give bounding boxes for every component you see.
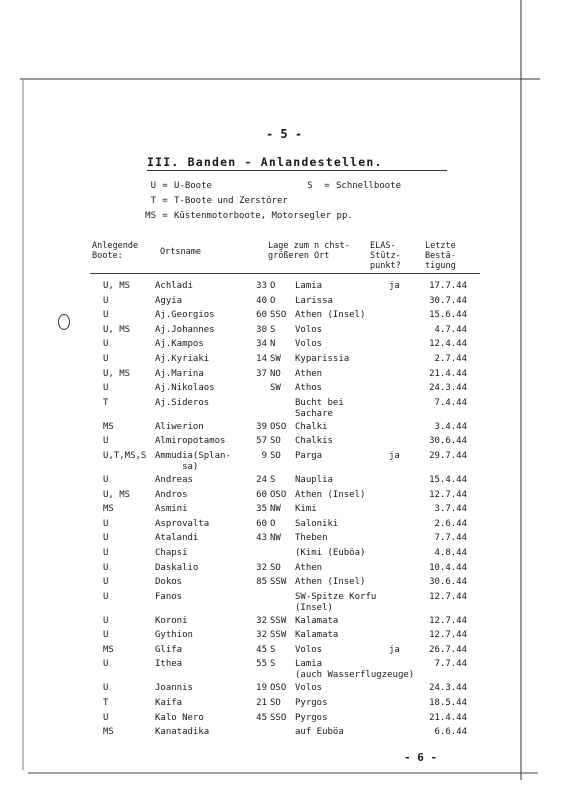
reference-town-cell: Athen (Insel) bbox=[295, 310, 366, 321]
table-row bbox=[0, 698, 568, 713]
place-cell: Almiropotamos bbox=[155, 436, 226, 447]
legend-row: U = U-Boote S = Schnellboote bbox=[120, 181, 401, 196]
place-cell: Kanatadika bbox=[155, 727, 210, 738]
table-row bbox=[0, 369, 568, 384]
reference-town-cell: Lamia (auch Wasserflugzeuge) bbox=[295, 659, 415, 681]
table-row bbox=[0, 563, 568, 578]
confirmation-date-cell: 7.7.44 bbox=[434, 533, 467, 544]
confirmation-date-cell: 30.6.44 bbox=[429, 577, 467, 588]
confirmation-date-cell: 26.7.44 bbox=[429, 644, 467, 655]
boats-cell: U, MS bbox=[103, 281, 131, 291]
table-row bbox=[0, 592, 568, 616]
boats-cell: T bbox=[103, 397, 109, 408]
legend-text: T-Boote und Zerstörer bbox=[174, 196, 288, 206]
next-page-marker: - 6 - bbox=[404, 751, 438, 764]
confirmation-date-cell: 29.7.44 bbox=[429, 450, 467, 461]
boats-cell: MS bbox=[103, 504, 114, 515]
direction-cell: OSO bbox=[270, 683, 287, 694]
table-row bbox=[0, 616, 568, 631]
direction-cell: S bbox=[270, 659, 276, 670]
confirmation-date-cell: 24.3.44 bbox=[429, 383, 467, 394]
distance-cell: 24 bbox=[256, 474, 267, 485]
table-row bbox=[0, 325, 568, 340]
confirmation-date-cell: 21.4.44 bbox=[429, 712, 467, 723]
direction-cell: SW bbox=[270, 383, 281, 394]
legend-row: T = T-Boote und Zerstörer bbox=[120, 196, 401, 211]
distance-cell: 32 bbox=[256, 630, 267, 641]
table-row bbox=[0, 519, 568, 534]
header-rule bbox=[90, 273, 480, 274]
table-row bbox=[0, 281, 568, 296]
title-underline bbox=[147, 170, 447, 171]
reference-town-cell: Athen bbox=[295, 562, 323, 573]
place-cell: Ammudia(Splan- sa) bbox=[155, 450, 231, 472]
direction-cell: O bbox=[270, 295, 276, 306]
boats-cell: U bbox=[103, 562, 109, 573]
legend-code: MS bbox=[145, 211, 156, 221]
reference-town-cell: auf Euböa bbox=[295, 727, 344, 738]
confirmation-date-cell: 12.7.44 bbox=[429, 615, 467, 626]
distance-cell: 21 bbox=[256, 698, 267, 709]
place-cell: Aliwerion bbox=[155, 421, 204, 432]
confirmation-date-cell: 3.7.44 bbox=[434, 504, 467, 515]
place-cell: Agyia bbox=[155, 295, 183, 306]
boats-cell: MS bbox=[103, 644, 114, 655]
reference-town-cell: Athos bbox=[295, 383, 323, 394]
direction-cell: OSO bbox=[270, 489, 287, 500]
direction-cell: S bbox=[270, 324, 276, 335]
reference-town-cell: Volos bbox=[295, 324, 323, 335]
direction-cell: NW bbox=[270, 533, 281, 544]
direction-cell: SW bbox=[270, 353, 281, 364]
confirmation-date-cell: 7.7.44 bbox=[434, 659, 467, 670]
confirmation-date-cell: 2.7.44 bbox=[434, 353, 467, 364]
reference-town-cell: Athen (Insel) bbox=[295, 577, 366, 588]
place-cell: Aj.Johannes bbox=[155, 324, 215, 335]
header-boats: Anlegende Boote: bbox=[92, 241, 139, 261]
direction-cell: N bbox=[270, 339, 276, 350]
place-cell: Aj.Sideros bbox=[155, 397, 210, 408]
scan-edge-bottom bbox=[28, 772, 538, 774]
distance-cell: 32 bbox=[256, 615, 267, 626]
legend-code: T bbox=[150, 196, 156, 206]
confirmation-date-cell: 24.3.44 bbox=[429, 683, 467, 694]
direction-cell: SO bbox=[270, 698, 281, 709]
boats-cell: U, MS bbox=[103, 368, 131, 379]
legend-row: MS = Küstenmotorboote, Motorsegler pp. bbox=[120, 211, 401, 226]
place-cell: Andreas bbox=[155, 474, 193, 485]
boats-cell: T bbox=[103, 698, 109, 709]
direction-cell: SSW bbox=[270, 577, 287, 588]
direction-cell: SSO bbox=[270, 310, 287, 321]
place-cell: Achladi bbox=[155, 281, 193, 291]
confirmation-date-cell: 6.6.44 bbox=[434, 727, 467, 738]
place-cell: Chapsi bbox=[155, 547, 188, 558]
table-row bbox=[0, 475, 568, 490]
distance-cell: 57 bbox=[256, 436, 267, 447]
reference-town-cell: (Kimi (Euböa) bbox=[295, 547, 366, 558]
boats-cell: U bbox=[103, 436, 109, 447]
boats-cell: U bbox=[103, 339, 109, 350]
confirmation-date-cell: 4.7.44 bbox=[434, 324, 467, 335]
reference-town-cell: Nauplia bbox=[295, 474, 333, 485]
distance-cell: 37 bbox=[256, 368, 267, 379]
confirmation-date-cell: 21.4.44 bbox=[429, 368, 467, 379]
direction-cell: OSO bbox=[270, 421, 287, 432]
confirmation-date-cell: 3.4.44 bbox=[434, 421, 467, 432]
header-location: Lage zum n chst- größeren Ort bbox=[268, 241, 350, 261]
table-row bbox=[0, 713, 568, 728]
confirmation-date-cell: 15.4.44 bbox=[429, 474, 467, 485]
legend-code: S bbox=[307, 181, 313, 191]
confirmation-date-cell: 2.6.44 bbox=[434, 518, 467, 529]
boats-cell: U bbox=[103, 547, 109, 558]
distance-cell: 45 bbox=[256, 712, 267, 723]
boats-cell: U bbox=[103, 683, 109, 694]
elas-cell: ja bbox=[389, 644, 400, 655]
legend bbox=[120, 181, 401, 226]
reference-town-cell: Pyrgos bbox=[295, 698, 328, 709]
place-cell: Aj.Georgios bbox=[155, 310, 215, 321]
table-row bbox=[0, 630, 568, 645]
page-number: - 5 - bbox=[265, 127, 303, 141]
direction-cell: SSW bbox=[270, 630, 287, 641]
reference-town-cell: Kalamata bbox=[295, 615, 339, 626]
reference-town-cell: Kyparissia bbox=[295, 353, 350, 364]
boats-cell: U bbox=[103, 615, 109, 626]
boats-cell: U bbox=[103, 518, 109, 529]
reference-town-cell: SW-Spitze Korfu (Insel) bbox=[295, 591, 377, 613]
reference-town-cell: Bucht bei Sachare bbox=[295, 397, 344, 419]
confirmation-date-cell: 30.6.44 bbox=[429, 436, 467, 447]
direction-cell: SO bbox=[270, 436, 281, 447]
confirmation-date-cell: 15.6.44 bbox=[429, 310, 467, 321]
place-cell: Dokos bbox=[155, 577, 183, 588]
place-cell: Kalo Nero bbox=[155, 712, 204, 723]
boats-cell: U bbox=[103, 533, 109, 544]
table-row bbox=[0, 383, 568, 398]
direction-cell: NO bbox=[270, 368, 281, 379]
legend-code: U bbox=[150, 181, 156, 191]
table-row bbox=[0, 310, 568, 325]
place-cell: Gythion bbox=[155, 630, 193, 641]
boats-cell: U bbox=[103, 577, 109, 588]
distance-cell: 34 bbox=[256, 339, 267, 350]
boats-cell: U,T,MS,S bbox=[103, 450, 147, 461]
reference-town-cell: Pyrgos bbox=[295, 712, 328, 723]
table-row bbox=[0, 436, 568, 451]
place-cell: Joannis bbox=[155, 683, 193, 694]
boats-cell: U, MS bbox=[103, 489, 131, 500]
distance-cell: 32 bbox=[256, 562, 267, 573]
reference-town-cell: Volos bbox=[295, 683, 323, 694]
direction-cell: O bbox=[270, 281, 276, 291]
boats-cell: MS bbox=[103, 421, 114, 432]
distance-cell: 39 bbox=[256, 421, 267, 432]
place-cell: Ithea bbox=[155, 659, 183, 670]
table-row bbox=[0, 339, 568, 354]
table-row bbox=[0, 533, 568, 548]
reference-town-cell: Volos bbox=[295, 339, 323, 350]
table-row bbox=[0, 398, 568, 422]
legend-text: U-Boote bbox=[174, 181, 212, 191]
reference-town-cell: Chalkis bbox=[295, 436, 333, 447]
confirmation-date-cell: 4.8.44 bbox=[434, 547, 467, 558]
boats-cell: U bbox=[103, 712, 109, 723]
elas-cell: ja bbox=[389, 281, 400, 291]
table-row bbox=[0, 490, 568, 505]
direction-cell: SSW bbox=[270, 615, 287, 626]
table-row bbox=[0, 451, 568, 475]
place-cell: Asmini bbox=[155, 504, 188, 515]
table-row bbox=[0, 727, 568, 742]
header-place: Ortsname bbox=[160, 247, 201, 257]
distance-cell: 40 bbox=[256, 295, 267, 306]
table-row bbox=[0, 683, 568, 698]
place-cell: Aj.Kyriaki bbox=[155, 353, 210, 364]
distance-cell: 60 bbox=[256, 310, 267, 321]
distance-cell: 19 bbox=[256, 683, 267, 694]
boats-cell: U bbox=[103, 310, 109, 321]
boats-cell: U bbox=[103, 353, 109, 364]
boats-cell: MS bbox=[103, 727, 114, 738]
reference-town-cell: Theben bbox=[295, 533, 328, 544]
section-title: III. Banden - Anlandestellen. bbox=[147, 155, 383, 169]
confirmation-date-cell: 17.7.44 bbox=[429, 281, 467, 291]
table-row bbox=[0, 422, 568, 437]
reference-town-cell: Saloniki bbox=[295, 518, 339, 529]
boats-cell: U bbox=[103, 383, 109, 394]
reference-town-cell: Athen bbox=[295, 368, 323, 379]
reference-town-cell: Parga bbox=[295, 450, 323, 461]
elas-cell: ja bbox=[389, 450, 400, 461]
reference-town-cell: Lamia bbox=[295, 281, 323, 291]
confirmation-date-cell: 12.7.44 bbox=[429, 489, 467, 500]
table-row bbox=[0, 354, 568, 369]
direction-cell: S bbox=[270, 644, 276, 655]
reference-town-cell: Kalamata bbox=[295, 630, 339, 641]
distance-cell: 43 bbox=[256, 533, 267, 544]
direction-cell: SO bbox=[270, 450, 281, 461]
distance-cell: 85 bbox=[256, 577, 267, 588]
place-cell: Fanos bbox=[155, 591, 183, 602]
reference-town-cell: Volos bbox=[295, 644, 323, 655]
direction-cell: S bbox=[270, 474, 276, 485]
header-elas: ELAS- Stütz- punkt? bbox=[370, 241, 401, 271]
confirmation-date-cell: 12.7.44 bbox=[429, 630, 467, 641]
direction-cell: O bbox=[270, 518, 276, 529]
direction-cell: SO bbox=[270, 562, 281, 573]
place-cell: Glifa bbox=[155, 644, 183, 655]
table-row bbox=[0, 296, 568, 311]
boats-cell: U bbox=[103, 295, 109, 306]
distance-cell: 60 bbox=[256, 518, 267, 529]
table-row bbox=[0, 577, 568, 592]
confirmation-date-cell: 12.7.44 bbox=[429, 591, 467, 602]
reference-town-cell: Larissa bbox=[295, 295, 333, 306]
distance-cell: 9 bbox=[261, 450, 267, 461]
table-row bbox=[0, 659, 568, 683]
confirmation-date-cell: 12.4.44 bbox=[429, 339, 467, 350]
distance-cell: 60 bbox=[256, 489, 267, 500]
distance-cell: 33 bbox=[256, 281, 267, 291]
scan-edge-top bbox=[20, 78, 540, 80]
place-cell: Atalandi bbox=[155, 533, 199, 544]
confirmation-date-cell: 30.7.44 bbox=[429, 295, 467, 306]
table-row bbox=[0, 645, 568, 660]
place-cell: Aj.Kampos bbox=[155, 339, 204, 350]
boats-cell: U bbox=[103, 659, 109, 670]
reference-town-cell: Athen (Insel) bbox=[295, 489, 366, 500]
reference-town-cell: Chalki bbox=[295, 421, 328, 432]
confirmation-date-cell: 7.4.44 bbox=[434, 397, 467, 408]
boats-cell: U bbox=[103, 474, 109, 485]
legend-text: Küstenmotorboote, Motorsegler pp. bbox=[174, 211, 353, 221]
reference-town-cell: Kimi bbox=[295, 504, 317, 515]
place-cell: Aj.Nikolaos bbox=[155, 383, 215, 394]
place-cell: Koroni bbox=[155, 615, 188, 626]
place-cell: Kaifa bbox=[155, 698, 183, 709]
direction-cell: NW bbox=[270, 504, 281, 515]
boats-cell: U bbox=[103, 591, 109, 602]
place-cell: Asprovalta bbox=[155, 518, 210, 529]
distance-cell: 55 bbox=[256, 659, 267, 670]
place-cell: Daskalio bbox=[155, 562, 199, 573]
confirmation-date-cell: 18.5.44 bbox=[429, 698, 467, 709]
distance-cell: 45 bbox=[256, 644, 267, 655]
place-cell: Andros bbox=[155, 489, 188, 500]
distance-cell: 35 bbox=[256, 504, 267, 515]
place-cell: Aj.Marina bbox=[155, 368, 204, 379]
boats-cell: U, MS bbox=[103, 324, 131, 335]
distance-cell: 30 bbox=[256, 324, 267, 335]
table-row bbox=[0, 504, 568, 519]
table-body bbox=[0, 281, 568, 742]
confirmation-date-cell: 10.4.44 bbox=[429, 562, 467, 573]
table-row bbox=[0, 548, 568, 563]
distance-cell: 14 bbox=[256, 353, 267, 364]
direction-cell: SSO bbox=[270, 712, 287, 723]
legend-text: Schnellboote bbox=[336, 181, 402, 191]
header-confirm: Letzte Bestä- tigung bbox=[425, 241, 456, 271]
boats-cell: U bbox=[103, 630, 109, 641]
